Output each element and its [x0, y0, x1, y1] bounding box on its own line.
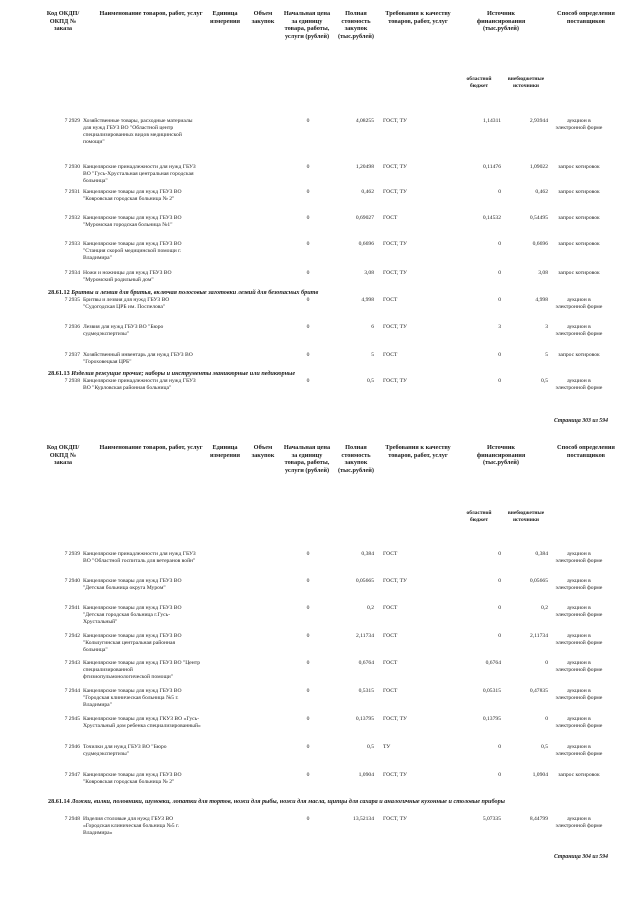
total-cost: 13,52134	[353, 816, 374, 822]
category-heading	[48, 289, 608, 296]
procurement-method: аукцион в электронной форме	[555, 688, 603, 701]
quality-requirements: ГОСТ, ТУ	[383, 816, 407, 822]
item-name: Хозяйственные товары, расходные материалы для нужд ГБУЗ ВО "Областной центр специализированных видов медицинской помощи"	[83, 118, 193, 145]
unit-price: 0	[306, 716, 310, 722]
regional-budget: 0	[498, 270, 501, 276]
header-funding-extra: внебюджетные источники	[507, 510, 545, 523]
order-number: 7 2946	[64, 744, 80, 750]
table-header	[0, 0, 640, 110]
quality-requirements: ГОСТ	[383, 297, 398, 303]
procurement-method: запрос котировок	[558, 772, 600, 778]
quality-requirements: ГОСТ, ТУ	[383, 118, 407, 124]
quality-requirements: ГОСТ	[383, 551, 398, 557]
order-number: 7 2935	[64, 297, 80, 303]
header-funding: Источник финансирования (тыс.рублей)	[476, 10, 526, 33]
header-funding-extra: внебюджетные источники	[507, 76, 545, 89]
order-number: 7 2947	[64, 772, 80, 778]
header-price: Начальная цена за единицу товара, работы, услуги (рублей)	[283, 10, 331, 40]
order-number: 7 2944	[64, 688, 80, 694]
item-name: Канцелярские товары для нужд ГБУЗ ВО "Центр специализированной фтизиопульмонологической помощи"	[83, 660, 201, 680]
order-number: 7 2943	[64, 660, 80, 666]
unit-price: 0	[306, 688, 310, 694]
extra-budget: 1,09022	[529, 164, 548, 170]
extra-budget: 5	[545, 352, 548, 358]
extra-budget: 0,2	[541, 605, 548, 611]
extra-budget: 0,47835	[529, 688, 548, 694]
category-title: Изделия режущие прочие; наборы и инструменты маникюрные или педикюрные	[71, 370, 296, 377]
unit-price: 0	[306, 352, 310, 358]
procurement-method: аукцион в электронной форме	[555, 633, 603, 646]
header-funding-regional: областной бюджет	[466, 510, 492, 523]
item-name: Изделия столовые для нужд ГБУЗ ВО «Городская клиническая больница №5 г. Владимира»	[83, 816, 180, 836]
header-cost: Полная стоимость закупок (тыс.рублей)	[337, 444, 374, 474]
total-cost: 0,462	[361, 189, 374, 195]
regional-budget: 0	[498, 189, 501, 195]
quality-requirements: ГОСТ, ТУ	[383, 716, 407, 722]
quality-requirements: ГОСТ	[383, 633, 398, 639]
item-name: Канцелярские товары для нужд ГБУЗ ВО "Кольчугинская центральная районная больница"	[83, 633, 182, 653]
regional-budget: 0	[498, 551, 501, 557]
total-cost: 4,998	[361, 297, 374, 303]
regional-budget: 3	[498, 324, 501, 330]
unit-price: 0	[306, 772, 310, 778]
procurement-method: запрос котировок	[558, 270, 600, 276]
total-cost: 0,13795	[355, 716, 374, 722]
procurement-method: запрос котировок	[558, 352, 600, 358]
extra-budget: 0,384	[535, 551, 548, 557]
regional-budget: 0	[498, 352, 501, 358]
procurement-method: аукцион в электронной форме	[555, 297, 603, 310]
header-method: Способ определения поставщиков	[557, 10, 615, 25]
quality-requirements: ГОСТ	[383, 688, 398, 694]
regional-budget: 0	[498, 578, 501, 584]
unit-price: 0	[306, 551, 310, 557]
total-cost: 1,0904	[358, 772, 374, 778]
category-code: 28.61.12	[48, 289, 70, 296]
procurement-method: аукцион в электронной форме	[555, 551, 603, 564]
extra-budget: 8,44799	[529, 816, 548, 822]
quality-requirements: ГОСТ, ТУ	[383, 270, 407, 276]
unit-price: 0	[306, 324, 310, 330]
extra-budget: 0	[545, 716, 548, 722]
page-footer: Страница 303 из 594	[553, 418, 608, 424]
table-header	[0, 440, 640, 550]
total-cost: 6	[371, 324, 374, 330]
page-footer: Страница 304 из 594	[553, 854, 608, 860]
extra-budget: 2,93944	[529, 118, 548, 124]
order-number: 7 2929	[64, 118, 80, 124]
order-number: 7 2945	[64, 716, 80, 722]
extra-budget: 3	[545, 324, 548, 330]
quality-requirements: ГОСТ	[383, 660, 398, 666]
item-name: Канцелярские товары для нужд ГБУЗ ВО "Городская клиническая больница №5 г. Владимира"	[83, 688, 182, 708]
total-cost: 0,384	[361, 551, 374, 557]
regional-budget: 0,11476	[483, 164, 501, 170]
category-heading	[48, 798, 608, 805]
order-number: 7 2937	[64, 352, 80, 358]
item-name: Канцелярские товары для нужд ГБУЗ ВО "Детская городская больница г.Гусь-Хрустальный"	[83, 605, 182, 625]
procurement-method: аукцион в электронной форме	[555, 816, 603, 829]
procurement-method: аукцион в электронной форме	[555, 660, 603, 673]
header-name: Наименование товаров, работ, услуг	[99, 444, 203, 451]
total-cost: 0,69027	[355, 215, 374, 221]
order-number: 7 2938	[64, 378, 80, 384]
regional-budget: 0,13795	[482, 716, 501, 722]
unit-price: 0	[306, 241, 310, 247]
unit-price: 0	[306, 189, 310, 195]
procurement-method: запрос котировок	[558, 189, 600, 195]
unit-price: 0	[306, 215, 310, 221]
extra-budget: 2,11734	[530, 633, 548, 639]
order-number: 7 2930	[64, 164, 80, 170]
quality-requirements: ГОСТ	[383, 605, 398, 611]
total-cost: 1,20498	[355, 164, 374, 170]
regional-budget: 0	[498, 772, 501, 778]
procurement-method: аукцион в электронной форме	[555, 378, 603, 391]
total-cost: 0,6696	[358, 241, 374, 247]
header-funding-regional: областной бюджет	[466, 76, 492, 89]
header-volume: Объем закупок	[251, 444, 275, 459]
regional-budget: 5,07335	[482, 816, 501, 822]
regional-budget: 0,14532	[482, 215, 501, 221]
quality-requirements: ГОСТ, ТУ	[383, 772, 407, 778]
order-number: 7 2941	[64, 605, 80, 611]
unit-price: 0	[306, 633, 310, 639]
order-number: 7 2931	[64, 189, 80, 195]
procurement-method: запрос котировок	[558, 164, 600, 170]
unit-price: 0	[306, 605, 310, 611]
item-name: Канцелярские товары для нужд ГБУЗ ВО "Ковровская городская больница № 2"	[83, 772, 182, 785]
extra-budget: 0,6696	[532, 241, 548, 247]
total-cost: 0,2	[367, 605, 374, 611]
procurement-method: аукцион в электронной форме	[555, 605, 603, 618]
order-number: 7 2939	[64, 551, 80, 557]
quality-requirements: ТУ	[383, 744, 391, 750]
extra-budget: 4,998	[535, 297, 548, 303]
order-number: 7 2932	[64, 215, 80, 221]
item-name: Канцелярские товары для нужд ГБУЗ ВО "Детская больница округа Муром"	[83, 578, 182, 591]
total-cost: 0,5	[367, 378, 374, 384]
procurement-method: аукцион в электронной форме	[555, 324, 603, 337]
total-cost: 3,08	[364, 270, 374, 276]
order-number: 7 2942	[64, 633, 80, 639]
quality-requirements: ГОСТ, ТУ	[383, 324, 407, 330]
extra-budget: 0,5	[541, 744, 548, 750]
procurement-method: запрос котировок	[558, 241, 600, 247]
quality-requirements: ГОСТ	[383, 352, 398, 358]
total-cost: 0,5315	[358, 688, 374, 694]
procurement-method: аукцион в электронной форме	[555, 578, 603, 591]
extra-budget: 0,5	[541, 378, 548, 384]
regional-budget: 0,6764	[485, 660, 501, 666]
unit-price: 0	[306, 118, 310, 124]
header-code: Код ОКДП/ ОКПД № заказа	[46, 444, 80, 467]
total-cost: 0,05665	[355, 578, 374, 584]
unit-price: 0	[306, 744, 310, 750]
order-number: 7 2936	[64, 324, 80, 330]
item-name: Точилки для нужд ГБУЗ ВО "Бюро судмедэкспертизы"	[83, 744, 167, 757]
item-name: Лезвия для нужд ГБУЗ ВО "Бюро судмедэкспертизы"	[83, 324, 164, 337]
item-name: Ножи и ножницы для нужд ГБУЗ ВО "Муромский родильный дом"	[83, 270, 172, 283]
unit-price: 0	[306, 816, 310, 822]
quality-requirements: ГОСТ, ТУ	[383, 189, 407, 195]
header-requirements: Требования к качеству товаров, работ, услуг	[385, 10, 451, 25]
quality-requirements: ГОСТ, ТУ	[383, 378, 407, 384]
header-code: Код ОКДП/ ОКПД № заказа	[46, 10, 80, 33]
total-cost: 2,11734	[356, 633, 374, 639]
item-name: Канцелярские товары для нужд ГБУЗ ВО "Станция скорой медицинской помощи г. Владимира"	[83, 241, 182, 261]
header-cost: Полная стоимость закупок (тыс.рублей)	[337, 10, 374, 40]
category-code: 28.61.14	[48, 798, 70, 805]
quality-requirements: ГОСТ	[383, 215, 398, 221]
order-number: 7 2948	[64, 816, 80, 822]
category-heading	[48, 370, 608, 377]
unit-price: 0	[306, 660, 310, 666]
header-funding: Источник финансирования (тыс.рублей)	[476, 444, 526, 467]
quality-requirements: ГОСТ, ТУ	[383, 241, 407, 247]
item-name: Бритвы и лезвия для нужд ГБУЗ ВО "Судогодская ЦРБ им. Поспелова"	[83, 297, 170, 310]
category-code: 28.61.13	[48, 370, 70, 377]
item-name: Хозяйственный инвентарь для нужд ГБУЗ ВО "Гороховецкая ЦРБ"	[83, 352, 193, 365]
order-number: 7 2940	[64, 578, 80, 584]
total-cost: 5	[371, 352, 374, 358]
regional-budget: 0	[498, 297, 501, 303]
extra-budget: 0	[545, 660, 548, 666]
total-cost: 4,08255	[355, 118, 374, 124]
order-number: 7 2934	[64, 270, 80, 276]
unit-price: 0	[306, 578, 310, 584]
category-title: Ложки, вилки, половники, шумовки, лопатки для тортов, ножи для рыбы, ножи для масла, щипцы для сахара и аналогичные кухонные и столовые приборы	[71, 798, 505, 805]
extra-budget: 0,05665	[529, 578, 548, 584]
item-name: Канцелярские принадлежности для нужд ГБУЗ ВО "Областной госпиталь для ветеранов войн"	[83, 551, 196, 564]
regional-budget: 0	[498, 605, 501, 611]
regional-budget: 0,05315	[482, 688, 501, 694]
regional-budget: 0	[498, 241, 501, 247]
unit-price: 0	[306, 164, 310, 170]
item-name: Канцелярские товары для нужд ГБУЗ ВО "Ковровская городская больница № 2"	[83, 189, 182, 202]
header-volume: Объем закупок	[251, 10, 275, 25]
quality-requirements: ГОСТ, ТУ	[383, 164, 407, 170]
total-cost: 0,5	[367, 744, 374, 750]
extra-budget: 1,0904	[532, 772, 548, 778]
regional-budget: 0	[498, 744, 501, 750]
procurement-method: аукцион в электронной форме	[555, 744, 603, 757]
regional-budget: 0	[498, 378, 501, 384]
unit-price: 0	[306, 270, 310, 276]
item-name: Канцелярские принадлежности для нужд ГБУЗ ВО "Курловская районная больница"	[83, 378, 196, 391]
header-name: Наименование товаров, работ, услуг	[99, 10, 203, 17]
extra-budget: 3,08	[538, 270, 548, 276]
extra-budget: 0,462	[535, 189, 548, 195]
header-method: Способ определения поставщиков	[557, 444, 615, 459]
header-price: Начальная цена за единицу товара, работы, услуги (рублей)	[283, 444, 331, 474]
procurement-method: аукцион в электронной форме	[555, 118, 603, 131]
order-number: 7 2933	[64, 241, 80, 247]
header-requirements: Требования к качеству товаров, работ, услуг	[385, 444, 451, 459]
quality-requirements: ГОСТ, ТУ	[383, 578, 407, 584]
extra-budget: 0,54495	[529, 215, 548, 221]
procurement-method: аукцион в электронной форме	[555, 716, 603, 729]
item-name: Канцелярские товары для нужд ГБУЗ ВО "Муромская городская больница №1"	[83, 215, 182, 228]
regional-budget: 1,14311	[483, 118, 501, 124]
header-unit: Единица измерения	[209, 444, 241, 459]
unit-price: 0	[306, 297, 310, 303]
category-title: Бритвы и лезвия для бритья, включая полосовые заготовки лезвий для безопасных бритв	[71, 289, 319, 296]
item-name: Канцелярские товары для нужд ГКУЗ ВО «Гусь-Хрустальный дом ребенка специализированный»	[83, 716, 201, 729]
unit-price: 0	[306, 378, 310, 384]
procurement-method: запрос котировок	[558, 215, 600, 221]
header-unit: Единица измерения	[209, 10, 241, 25]
regional-budget: 0	[498, 633, 501, 639]
total-cost: 0,6764	[358, 660, 374, 666]
item-name: Канцелярские принадлежности для нужд ГБУЗ ВО "Гусь-Хрустальная центральная городская больница"	[83, 164, 196, 184]
document-page-304	[0, 440, 640, 905]
document-page-303	[0, 0, 640, 430]
